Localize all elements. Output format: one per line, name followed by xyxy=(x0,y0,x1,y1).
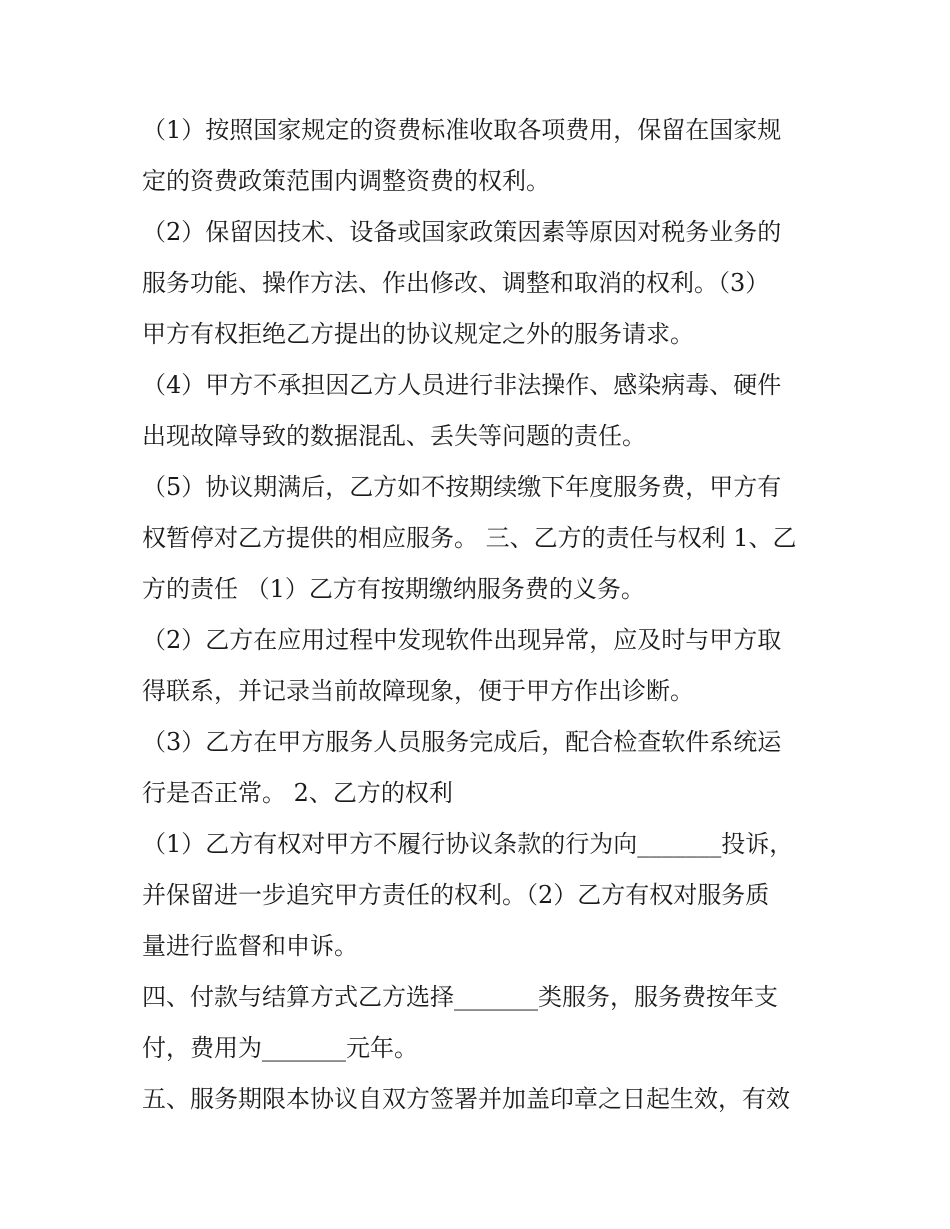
text-line: 方的责任 （1）乙方有按期缴纳服务费的义务。 xyxy=(142,575,645,603)
text-line: 权暂停对乙方提供的相应服务。 三、乙方的责任与权利 1、乙 xyxy=(142,524,797,552)
text-line: （1）按照国家规定的资费标准收取各项费用，保留在国家规 xyxy=(142,116,782,144)
text-line: （4）甲方不承担因乙方人员进行非法操作、感染病毒、硬件 xyxy=(142,371,782,399)
text-line: 定的资费政策范围内调整资费的权利。 xyxy=(142,167,550,195)
text-line: 并保留进一步追究甲方责任的权利。（2）乙方有权对服务质 xyxy=(142,881,770,909)
text-line: （1）乙方有权对甲方不履行协议条款的行为向_______投诉， xyxy=(142,830,794,858)
text-line: 四、付款与结算方式乙方选择_______类服务，服务费按年支 xyxy=(142,983,778,1011)
text-line: 行是否正常。 2、乙方的权利 xyxy=(142,779,453,807)
text-line: 甲方有权拒绝乙方提出的协议规定之外的服务请求。 xyxy=(142,320,694,348)
text-line: （5）协议期满后，乙方如不按期续缴下年度服务费，甲方有 xyxy=(142,473,782,501)
text-line: 出现故障导致的数据混乱、丢失等问题的责任。 xyxy=(142,422,646,450)
text-line: 付，费用为_______元年。 xyxy=(142,1034,418,1062)
text-line: 量进行监督和申诉。 xyxy=(142,932,358,960)
text-line: 得联系，并记录当前故障现象，便于甲方作出诊断。 xyxy=(142,677,694,705)
text-line: 服务功能、操作方法、作出修改、调整和取消的权利。（3） xyxy=(142,269,770,297)
text-line: （2）乙方在应用过程中发现软件出现异常，应及时与甲方取 xyxy=(142,626,782,654)
text-line: （3）乙方在甲方服务人员服务完成后，配合检查软件系统运 xyxy=(142,728,782,756)
text-line: （2）保留因技术、设备或国家政策因素等原因对税务业务的 xyxy=(142,218,782,246)
text-line: 五、服务期限本协议自双方签署并加盖印章之日起生效，有效 xyxy=(142,1085,790,1113)
